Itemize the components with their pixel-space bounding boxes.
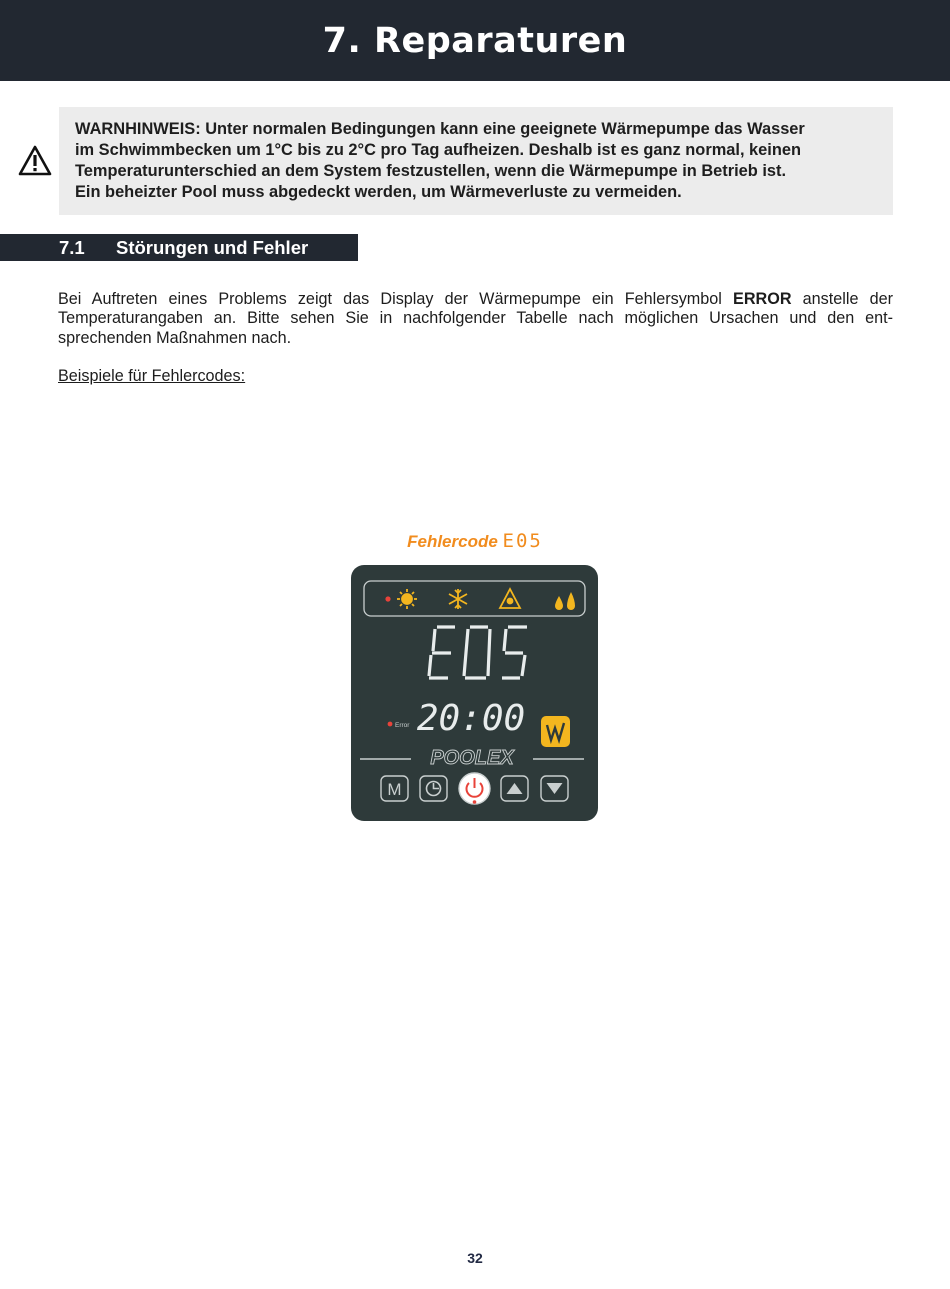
page-number: 32 [467,1250,483,1266]
heating-led [385,596,390,601]
heat-pump-control-panel [351,565,598,821]
body-part-1: Bei Auftreten eines Problems zeigt das Display der Wärmepumpe ein Fehlersymbol [58,290,734,308]
section-title: Störungen und Fehler [116,237,309,258]
section-number: 7.1 [59,237,85,258]
caption-label: Fehlercode [407,532,498,551]
sun-icon [397,589,417,609]
power-button[interactable] [459,773,490,804]
body-line-1 [58,290,893,309]
warning-line-3: Temperaturunterschied an dem System festzustellen, wenn die Wärmepumpe in Betrieb ist. [75,162,787,180]
warning-icon [18,145,52,177]
warning-box [59,107,893,215]
time-display: 20:00 [416,698,526,739]
warning-line-4: Ein beheizter Pool muss abgedeckt werden, um Wärmeverluste zu vermeiden. [75,183,682,201]
body-part-2: anstelle der [791,290,893,308]
warning-line-1: WARNHINWEIS: Unter normalen Bedingungen kann eine geeignete Wärmepumpe das Wasser [75,120,805,138]
section-heading [0,234,358,261]
error-keyword: ERROR [733,290,792,308]
examples-label: Beispiele für Fehlercodes: [58,367,246,385]
body-paragraph [58,290,893,348]
warning-line-2: im Schwimmbecken um 1°C bis zu 2°C pro Tag aufheizen. Deshalb ist es ganz normal, keinen [75,141,801,159]
brand-logo: POOLEX [430,747,514,769]
chapter-header [0,0,950,81]
body-line-3: sprechenden Maßnahmen nach. [58,328,292,347]
figure-caption [350,530,600,552]
chapter-title: 7. Reparaturen [322,20,628,61]
mode-button-label: M [387,780,402,799]
body-line-2: Temperaturangaben an. Bitte sehen Sie in nachfolgender Tabelle nach möglichen Ursachen und den ent- [58,309,893,328]
power-led [473,800,477,804]
error-led [388,722,393,727]
error-label: Error [395,722,410,729]
caption-code: E05 [502,530,543,552]
